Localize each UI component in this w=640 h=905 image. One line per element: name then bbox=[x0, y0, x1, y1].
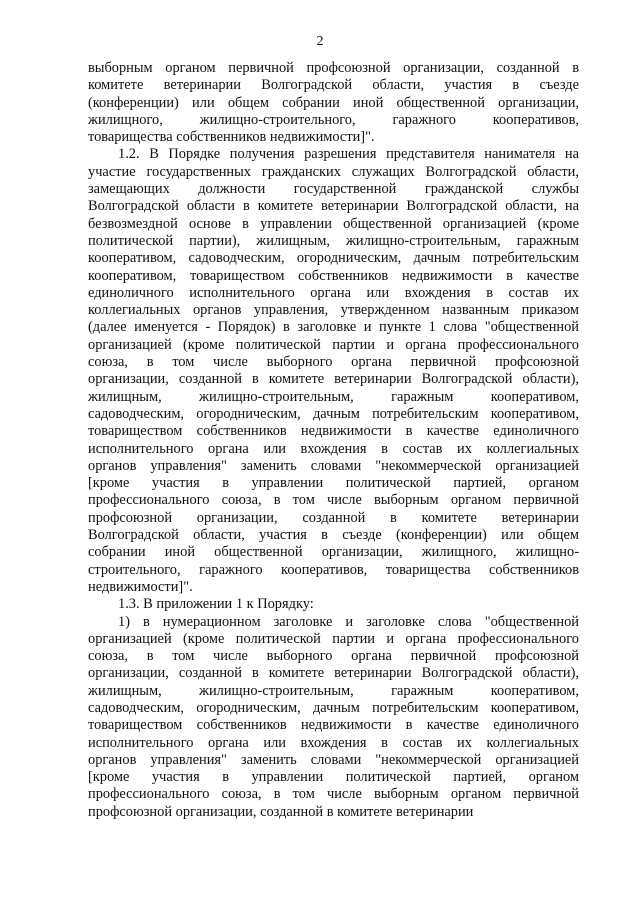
paragraph bbox=[88, 60, 579, 146]
paragraph-line: исполнительного органа или вхождения в состав их коллегиальных bbox=[88, 440, 579, 457]
paragraph-line: кооперативом, товариществом собственников недвижимости в качестве bbox=[88, 267, 579, 284]
paragraph-line: органов управления" заменить словами "некоммерческой организацией bbox=[88, 457, 579, 474]
paragraph-line: [кроме участия в управлении политической партией, органом bbox=[88, 769, 579, 786]
paragraph-line: профсоюзной организации, созданной в комитете ветеринарии bbox=[88, 803, 474, 820]
paragraph-line: комитете ветеринарии Волгоградской области, участия в съезде bbox=[88, 77, 579, 94]
paragraph-line: жилищным, жилищно-строительным, гаражным кооперативом, bbox=[88, 388, 579, 405]
paragraph-line: замещающих должности государственной гражданской службы bbox=[88, 181, 579, 198]
paragraph-line: Волгоградской области, участия в съезде (конференции) или общем bbox=[88, 527, 579, 544]
paragraph-line: товариществом собственников недвижимости в качестве единоличного bbox=[88, 717, 579, 734]
paragraph-line: собрании иной общественной организации, жилищного, жилищно- bbox=[88, 544, 579, 561]
paragraph-line: организацией (кроме политической партии и органа профессионального bbox=[88, 336, 579, 353]
paragraph-line: (далее именуется - Порядок) в заголовке и пункте 1 слова "общественной bbox=[88, 319, 579, 336]
paragraph-line: органов управления" заменить словами "некоммерческой организацией bbox=[88, 751, 579, 768]
paragraph-line: [кроме участия в управлении политической партией, органом bbox=[88, 475, 579, 492]
page-number: 2 bbox=[316, 34, 324, 49]
paragraph-line: 1.3. В приложении 1 к Порядку: bbox=[118, 596, 314, 613]
paragraph-line: единоличного исполнительного органа или вхождения в состав их bbox=[88, 284, 579, 301]
paragraph-line: (конференции) или общем собрании иной общественной организации, bbox=[88, 94, 579, 111]
paragraph-line: товариществом собственников недвижимости в качестве единоличного bbox=[88, 423, 579, 440]
document-body bbox=[88, 60, 579, 821]
paragraph-line: союза, в том числе выборного органа первичной профсоюзной bbox=[88, 354, 579, 371]
paragraph bbox=[88, 614, 579, 822]
paragraph-line: организацией (кроме политической партии и органа профессионального bbox=[88, 630, 579, 647]
paragraph bbox=[88, 146, 579, 596]
paragraph-line: 1) в нумерационном заголовке и заголовке слова "общественной bbox=[118, 613, 579, 630]
paragraph-line: союза, в том числе выборного органа первичной профсоюзной bbox=[88, 648, 579, 665]
paragraph-line: профсоюзной организации, созданной в комитете ветеринарии bbox=[88, 509, 579, 526]
paragraph bbox=[88, 596, 579, 613]
paragraph-line: 1.2. В Порядке получения разрешения представителя нанимателя на bbox=[118, 146, 579, 163]
paragraph-line: профессионального союза, в том числе выборным органом первичной bbox=[88, 492, 579, 509]
paragraph-line: участие государственных гражданских служащих Волгоградской области, bbox=[88, 163, 579, 180]
paragraph-line: кооперативом, садоводческим, огородническим, дачным потребительским bbox=[88, 250, 579, 267]
paragraph-line: Волгоградской области в комитете ветеринарии Волгоградской области, на bbox=[88, 198, 579, 215]
paragraph-line: организации, созданной в комитете ветеринарии Волгоградской области), bbox=[88, 665, 579, 682]
paragraph-line: строительного, гаражного кооперативов, товарищества собственников bbox=[88, 561, 579, 578]
paragraph-line: садоводческим, огородническим, дачным потребительским кооперативом, bbox=[88, 699, 579, 716]
paragraph-line: безвозмездной основе в управлении общественной организацией (кроме bbox=[88, 215, 579, 232]
paragraph-line: политической партии), жилищным, жилищно-строительным, гаражным bbox=[88, 232, 579, 249]
paragraph-line: выборным органом первичной профсоюзной организации, созданной в bbox=[88, 60, 579, 76]
paragraph-line: исполнительного органа или вхождения в состав их коллегиальных bbox=[88, 734, 579, 751]
paragraph-line: организации, созданной в комитете ветеринарии Волгоградской области), bbox=[88, 371, 579, 388]
paragraph-line: садоводческим, огородническим, дачным потребительским кооперативом, bbox=[88, 405, 579, 422]
paragraph-line: товарищества собственников недвижимости]". bbox=[88, 129, 375, 146]
paragraph-line: жилищного, жилищно-строительного, гаражного кооперативов, bbox=[88, 111, 579, 128]
paragraph-line: профессионального союза, в том числе выборным органом первичной bbox=[88, 786, 579, 803]
paragraph-line: жилищным, жилищно-строительным, гаражным кооперативом, bbox=[88, 682, 579, 699]
paragraph-line: недвижимости]". bbox=[88, 578, 193, 595]
paragraph-line: коллегиальных органов управления, утвержденном названным приказом bbox=[88, 302, 579, 319]
